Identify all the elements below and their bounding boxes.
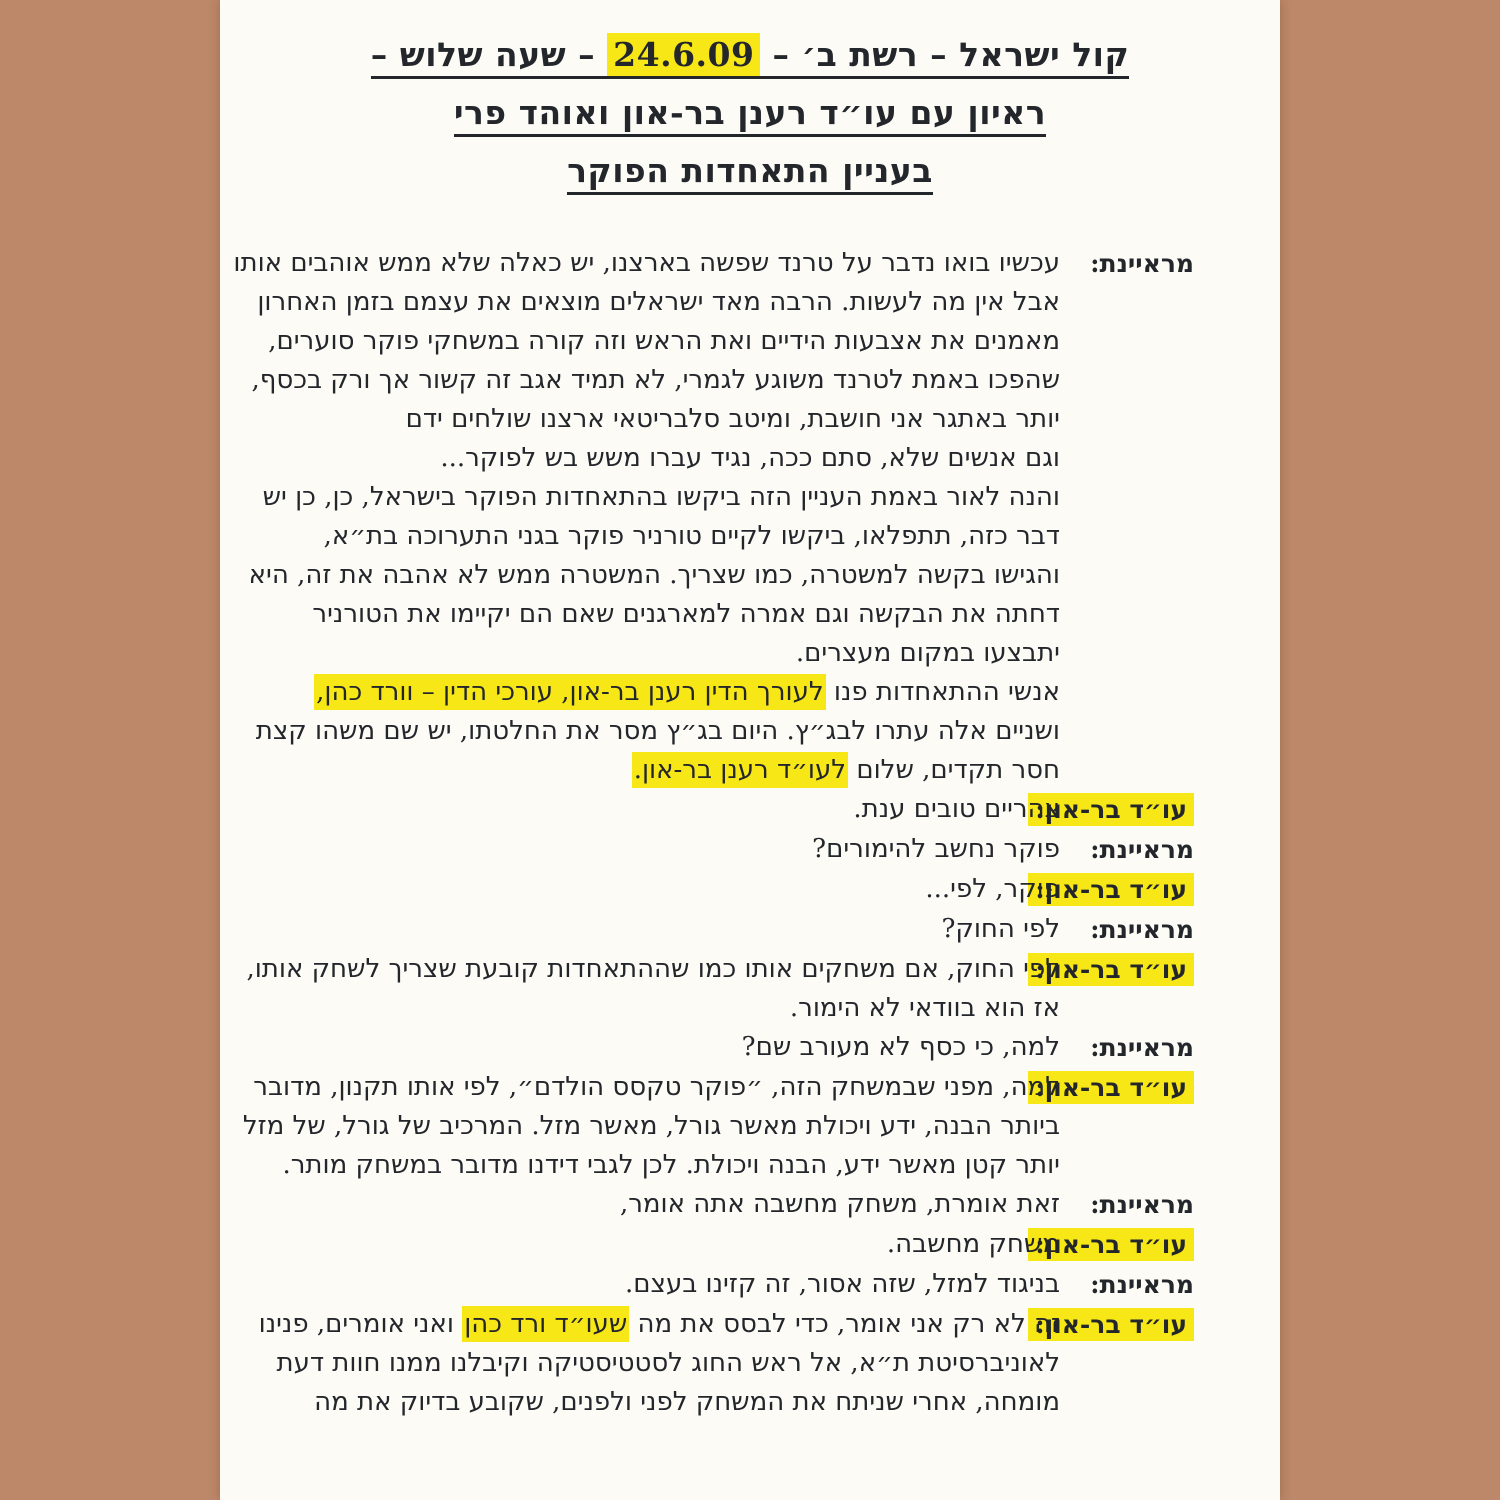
speaker-label-highlighted: עו״ד בר-און: [1028,1228,1194,1261]
speaker-lines [220,1068,1060,1185]
text-segment: זה לא רק אני אומר, כדי לבסס את מה [629,1309,1060,1339]
speaker-label: מראיינת: [1090,249,1194,278]
text-segment: ואני אומרים, פנינו [258,1309,463,1339]
transcript-line: אבל אין מה לעשות. הרבה מאד ישראלים מוצאים את עצמם בזמן האחרון [257,287,1060,317]
speaker-label-highlighted: עו״ד בר-און: [1028,873,1194,906]
speaker-cell [1035,1305,1194,1345]
speaker-lines [220,830,1060,869]
speaker-lines [220,1028,1060,1067]
transcript-line: והנה לאור באמת העניין הזה ביקשו בהתאחדות הפוקר בישראל, כן, כן יש [262,482,1060,512]
transcript-line: דבר כזה, תתפלאו, ביקשו לקיים טורניר פוקר בגני התערוכה בת״א, [323,521,1060,551]
title-line-1 [220,26,1280,84]
speaker-label: מראיינת: [1090,1033,1194,1062]
transcript-line: יותר קטן מאשר ידע, הבנה ויכולת. לכן לגבי דידנו מדובר במשחק מותר. [282,1150,1060,1180]
speaker-cell [1060,1028,1194,1068]
dialogue-block [220,1185,1194,1225]
speaker-label: מראיינת: [1090,1270,1194,1299]
speaker-cell [1060,1185,1194,1225]
transcript-line [220,673,1060,712]
transcript-line: שהפכו באמת לטרנד משוגע לגמרי, לא תמיד אגב זה קשור אך ורק בכסף, [251,365,1060,395]
speaker-label-highlighted: עו״ד בר-און: [1028,953,1194,986]
speaker-cell [1060,244,1194,284]
transcript-line: מומחה, אחרי שניתח את המשחק לפני ולפנים, שקובע בדיוק את מה [314,1387,1060,1417]
speaker-lines [220,1185,1060,1224]
dialogue-block [220,870,1194,910]
transcript-line: עכשיו בואו נדבר על טרנד שפשה בארצנו, יש כאלה שלא ממש אוהבים אותו [233,248,1060,278]
transcript-line: יתבצעו במקום מעצרים. [795,638,1060,668]
speaker-lines [220,910,1060,949]
speaker-cell [1060,830,1194,870]
dialogue-block [220,1028,1194,1068]
transcript-line: למה, כי כסף לא מעורב שם? [741,1032,1060,1062]
title-line-3: בעניין התאחדות הפוקר [220,142,1280,200]
highlighted-text: לעו״ד רענן בר-און. [632,752,848,788]
transcript-line: לפי החוק? [941,914,1060,944]
transcript-line: זאת אומרת, משחק מחשבה אתה אומר, [619,1189,1060,1219]
speaker-lines [220,950,1060,1028]
speaker-cell [1060,1265,1194,1305]
transcript-line: מאמנים את אצבעות הידיים ואת הראש וזה קורה במשחקי פוקר סוערים, [268,326,1060,356]
document-title [220,0,1280,200]
transcript-line: וגם אנשים שלא, סתם ככה, נגיד עברו משש בש לפוקר... [440,443,1060,473]
dialogue-block [220,1265,1194,1305]
transcript-line: לפי החוק, אם משחקים אותו כמו שההתאחדות קובעת שצריך לשחק אותו, [246,954,1060,984]
transcript-line: בניגוד למזל, שזה אסור, זה קזינו בעצם. [625,1269,1060,1299]
text-segment: חסר תקדים, שלום [848,755,1060,785]
transcript-line: פוקר נחשב להימורים? [812,834,1060,864]
text-segment: אנשי ההתאחדות פנו [825,677,1060,707]
title-line1-post: – שעה שלוש – [370,35,608,74]
transcript-line: משחק מחשבה. [886,1229,1060,1259]
transcript [220,244,1280,1422]
dialogue-block [220,950,1194,1028]
dialogue-block [220,244,1194,790]
speaker-cell [1035,870,1194,910]
dialogue-block [220,790,1194,830]
transcript-line: לאוניברסיטת ת״א, אל ראש החוג לסטטיסטיקה וקיבלנו ממנו חוות דעת [276,1348,1060,1378]
title-line-2: ראיון עם עו״ד רענן בר-און ואוהד פרי [220,84,1280,142]
dialogue-block [220,1225,1194,1265]
transcript-line: ושניים אלה עתרו לבג״ץ. היום בג״ץ מסר את החלטתו, יש שם משהו קצת [255,716,1060,746]
transcript-line: למה, מפני שבמשחק הזה, ״פוקר טקסס הולדם״, לפי אותו תקנון, מדובר [253,1072,1060,1102]
speaker-label: מראיינת: [1090,1190,1194,1219]
transcript-line: צהריים טובים ענת. [853,794,1060,824]
title-line1-pre: קול ישראל – רשת ב׳ – [760,35,1130,74]
speaker-lines [220,1265,1060,1304]
transcript-line: אז הוא בוודאי לא הימור. [789,993,1060,1023]
highlighted-text: לעורך הדין רענן בר-און, עורכי הדין – וורד כהן, [314,674,826,710]
dialogue-block [220,1305,1194,1422]
speaker-lines [220,790,1060,829]
transcript-line: פוקר, לפי... [925,874,1060,904]
dialogue-block [220,830,1194,870]
transcript-line: דחתה את הבקשה וגם אמרה למארגנים שאם הם יקיימו את הטורניר [312,599,1060,629]
transcript-line: יותר באתגר אני חושבת, ומיטב סלבריטאי ארצנו שולחים ידם [405,404,1060,434]
speaker-lines [220,1305,1060,1422]
dialogue-block [220,910,1194,950]
highlighted-text: שעו״ד ורד כהן [462,1306,629,1342]
highlighted-date: 24.6.09 [607,33,760,76]
speaker-cell [1035,950,1194,990]
speaker-label: מראיינת: [1090,835,1194,864]
speaker-lines [220,1225,1060,1264]
speaker-label-highlighted: עו״ד בר-און: [1028,1308,1194,1341]
transcript-line: והגישו בקשה למשטרה, כמו שצריך. המשטרה ממש לא אהבה את זה, היא [248,560,1060,590]
speaker-cell [1060,910,1194,950]
speaker-cell [1035,1225,1194,1265]
speaker-lines [220,870,1060,909]
speaker-cell [1035,790,1194,830]
speaker-label-highlighted: עו״ד בר-און: [1028,1071,1194,1104]
transcript-line [220,1305,1060,1344]
speaker-label-highlighted: עו״ד בר-און: [1028,793,1194,826]
scanned-document-page [220,0,1280,1500]
dialogue-block [220,1068,1194,1185]
speaker-lines [220,244,1060,790]
speaker-label: מראיינת: [1090,915,1194,944]
transcript-line: ביותר הבנה, ידע ויכולת מאשר גורל, מאשר מזל. המרכיב של גורל, של מזל [242,1111,1060,1141]
transcript-line [220,751,1060,790]
speaker-cell [1035,1068,1194,1108]
